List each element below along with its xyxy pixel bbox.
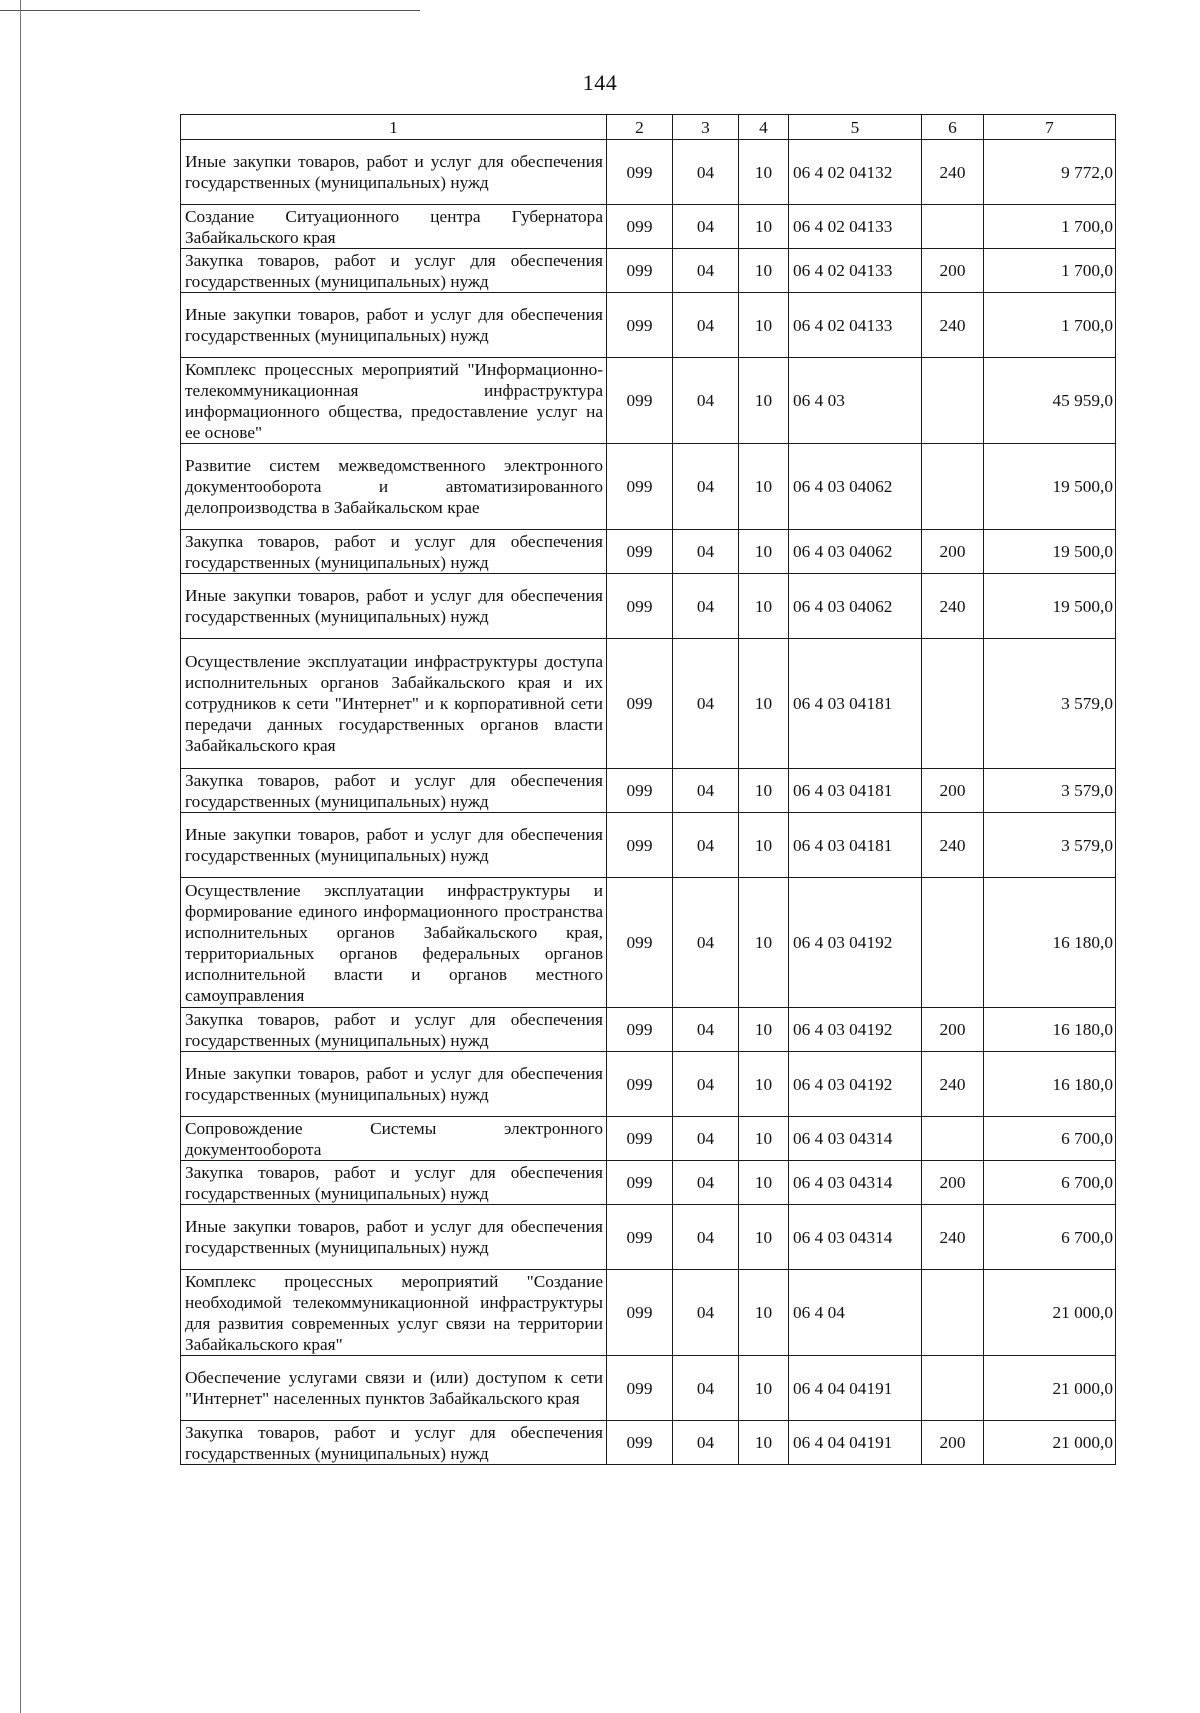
row-description: Закупка товаров, работ и услуг для обеспечения государственных (муниципальных) нужд (181, 249, 607, 293)
row-amount: 16 180,0 (984, 1052, 1116, 1117)
row-amount: 45 959,0 (984, 358, 1116, 444)
row-description: Закупка товаров, работ и услуг для обеспечения государственных (муниципальных) нужд (181, 530, 607, 574)
row-description: Создание Ситуационного центра Губернатора Забайкальского края (181, 205, 607, 249)
row-expense-type: 200 (922, 530, 984, 574)
row-subsection-code: 10 (739, 574, 789, 639)
row-ministry-code: 099 (607, 140, 673, 205)
row-amount: 1 700,0 (984, 293, 1116, 358)
header-cell-5: 5 (789, 115, 922, 140)
row-ministry-code: 099 (607, 769, 673, 813)
row-description: Иные закупки товаров, работ и услуг для обеспечения государственных (муниципальных) нужд (181, 140, 607, 205)
row-expense-type: 200 (922, 1421, 984, 1465)
row-ministry-code: 099 (607, 1421, 673, 1465)
table-row (181, 1205, 1116, 1270)
table-row (181, 574, 1116, 639)
row-ministry-code: 099 (607, 249, 673, 293)
header-cell-7: 7 (984, 115, 1116, 140)
row-ministry-code: 099 (607, 1270, 673, 1356)
table-row (181, 205, 1116, 249)
row-section-code: 04 (673, 530, 739, 574)
row-target-article: 06 4 02 04133 (789, 205, 922, 249)
row-section-code: 04 (673, 358, 739, 444)
row-section-code: 04 (673, 1052, 739, 1117)
row-ministry-code: 099 (607, 1117, 673, 1161)
row-description: Иные закупки товаров, работ и услуг для обеспечения государственных (муниципальных) нужд (181, 813, 607, 878)
row-target-article: 06 4 04 04191 (789, 1356, 922, 1421)
row-section-code: 04 (673, 1117, 739, 1161)
row-ministry-code: 099 (607, 813, 673, 878)
table-row (181, 1117, 1116, 1161)
row-expense-type: 200 (922, 1161, 984, 1205)
row-target-article: 06 4 03 04192 (789, 1008, 922, 1052)
row-description: Комплекс процессных мероприятий "Информационно-телекоммуникационная инфраструктура информационного общества, предоставление услуг на ее основе" (181, 358, 607, 444)
header-row (181, 115, 1116, 140)
table-row (181, 1161, 1116, 1205)
row-target-article: 06 4 03 04181 (789, 639, 922, 769)
header-cell-1: 1 (181, 115, 607, 140)
row-ministry-code: 099 (607, 1205, 673, 1270)
row-amount: 3 579,0 (984, 639, 1116, 769)
row-description: Сопровождение Системы электронного документооборота (181, 1117, 607, 1161)
row-expense-type: 240 (922, 1052, 984, 1117)
table-row (181, 249, 1116, 293)
row-subsection-code: 10 (739, 1205, 789, 1270)
row-expense-type: 240 (922, 140, 984, 205)
row-subsection-code: 10 (739, 1052, 789, 1117)
row-subsection-code: 10 (739, 444, 789, 530)
scan-edge-line (0, 10, 420, 11)
row-subsection-code: 10 (739, 249, 789, 293)
row-target-article: 06 4 04 04191 (789, 1421, 922, 1465)
row-target-article: 06 4 04 (789, 1270, 922, 1356)
row-expense-type (922, 878, 984, 1008)
row-target-article: 06 4 03 04314 (789, 1117, 922, 1161)
row-ministry-code: 099 (607, 1052, 673, 1117)
row-target-article: 06 4 03 04192 (789, 1052, 922, 1117)
row-section-code: 04 (673, 444, 739, 530)
row-target-article: 06 4 03 04314 (789, 1161, 922, 1205)
row-expense-type (922, 205, 984, 249)
row-subsection-code: 10 (739, 1270, 789, 1356)
row-description: Комплекс процессных мероприятий "Создание необходимой телекоммуникационной инфраструктуры для развития современных услуг связи на территории Забайкальского края" (181, 1270, 607, 1356)
row-amount: 21 000,0 (984, 1356, 1116, 1421)
row-expense-type (922, 358, 984, 444)
row-expense-type (922, 1117, 984, 1161)
row-subsection-code: 10 (739, 1356, 789, 1421)
row-section-code: 04 (673, 205, 739, 249)
row-description: Обеспечение услугами связи и (или) доступом к сети "Интернет" населенных пунктов Забайкальского края (181, 1356, 607, 1421)
budget-table (180, 114, 1116, 1465)
row-expense-type: 240 (922, 1205, 984, 1270)
row-description: Иные закупки товаров, работ и услуг для обеспечения государственных (муниципальных) нужд (181, 1052, 607, 1117)
table-row (181, 140, 1116, 205)
row-description: Осуществление эксплуатации инфраструктуры и формирование единого информационного пространства исполнительных органов Забайкальского края, территориальных органов федеральных органов исполнительной власти и органов местного самоуправления (181, 878, 607, 1008)
row-section-code: 04 (673, 1270, 739, 1356)
row-section-code: 04 (673, 639, 739, 769)
row-amount: 16 180,0 (984, 878, 1116, 1008)
row-subsection-code: 10 (739, 639, 789, 769)
row-target-article: 06 4 02 04133 (789, 249, 922, 293)
row-amount: 6 700,0 (984, 1205, 1116, 1270)
table-row (181, 530, 1116, 574)
row-section-code: 04 (673, 293, 739, 358)
row-subsection-code: 10 (739, 769, 789, 813)
row-subsection-code: 10 (739, 1117, 789, 1161)
row-ministry-code: 099 (607, 1356, 673, 1421)
row-expense-type: 240 (922, 293, 984, 358)
row-description: Закупка товаров, работ и услуг для обеспечения государственных (муниципальных) нужд (181, 1421, 607, 1465)
table-row (181, 1356, 1116, 1421)
row-section-code: 04 (673, 249, 739, 293)
header-cell-2: 2 (607, 115, 673, 140)
row-section-code: 04 (673, 878, 739, 1008)
row-expense-type: 200 (922, 1008, 984, 1052)
row-description: Развитие систем межведомственного электронного документооборота и автоматизированного делопроизводства в Забайкальском крае (181, 444, 607, 530)
row-description: Закупка товаров, работ и услуг для обеспечения государственных (муниципальных) нужд (181, 769, 607, 813)
row-subsection-code: 10 (739, 1421, 789, 1465)
header-cell-6: 6 (922, 115, 984, 140)
row-ministry-code: 099 (607, 639, 673, 769)
row-subsection-code: 10 (739, 358, 789, 444)
row-ministry-code: 099 (607, 444, 673, 530)
row-section-code: 04 (673, 813, 739, 878)
row-section-code: 04 (673, 1161, 739, 1205)
row-description: Иные закупки товаров, работ и услуг для обеспечения государственных (муниципальных) нужд (181, 574, 607, 639)
table-row (181, 878, 1116, 1008)
row-target-article: 06 4 03 04062 (789, 574, 922, 639)
row-expense-type: 240 (922, 574, 984, 639)
table-row (181, 293, 1116, 358)
row-ministry-code: 099 (607, 293, 673, 358)
row-subsection-code: 10 (739, 205, 789, 249)
row-subsection-code: 10 (739, 1008, 789, 1052)
row-target-article: 06 4 03 04181 (789, 813, 922, 878)
row-ministry-code: 099 (607, 530, 673, 574)
row-expense-type: 200 (922, 769, 984, 813)
table-row (181, 769, 1116, 813)
row-ministry-code: 099 (607, 574, 673, 639)
row-amount: 1 700,0 (984, 205, 1116, 249)
row-subsection-code: 10 (739, 140, 789, 205)
row-amount: 3 579,0 (984, 813, 1116, 878)
scan-margin-line (20, 0, 21, 1713)
row-expense-type (922, 1356, 984, 1421)
row-subsection-code: 10 (739, 813, 789, 878)
row-ministry-code: 099 (607, 1008, 673, 1052)
row-ministry-code: 099 (607, 1161, 673, 1205)
table-row (181, 1270, 1116, 1356)
page-number: 144 (582, 70, 618, 95)
row-amount: 1 700,0 (984, 249, 1116, 293)
row-expense-type (922, 639, 984, 769)
row-ministry-code: 099 (607, 358, 673, 444)
table-row (181, 358, 1116, 444)
row-target-article: 06 4 03 04062 (789, 530, 922, 574)
row-section-code: 04 (673, 769, 739, 813)
row-description: Осуществление эксплуатации инфраструктуры доступа исполнительных органов Забайкальского края и их сотрудников к сети "Интернет" и к корпоративной сети передачи данных государственных органов власти Забайкальского края (181, 639, 607, 769)
table-row (181, 639, 1116, 769)
row-description: Иные закупки товаров, работ и услуг для обеспечения государственных (муниципальных) нужд (181, 1205, 607, 1270)
header-cell-4: 4 (739, 115, 789, 140)
row-subsection-code: 10 (739, 878, 789, 1008)
row-expense-type (922, 1270, 984, 1356)
table-row (181, 444, 1116, 530)
row-section-code: 04 (673, 1205, 739, 1270)
row-description: Иные закупки товаров, работ и услуг для обеспечения государственных (муниципальных) нужд (181, 293, 607, 358)
row-section-code: 04 (673, 1421, 739, 1465)
row-expense-type (922, 444, 984, 530)
row-target-article: 06 4 03 (789, 358, 922, 444)
row-ministry-code: 099 (607, 878, 673, 1008)
row-amount: 21 000,0 (984, 1270, 1116, 1356)
row-amount: 9 772,0 (984, 140, 1116, 205)
row-target-article: 06 4 03 04062 (789, 444, 922, 530)
table-row (181, 1008, 1116, 1052)
row-amount: 16 180,0 (984, 1008, 1116, 1052)
row-target-article: 06 4 02 04132 (789, 140, 922, 205)
row-amount: 21 000,0 (984, 1421, 1116, 1465)
row-description: Закупка товаров, работ и услуг для обеспечения государственных (муниципальных) нужд (181, 1008, 607, 1052)
table-row (181, 813, 1116, 878)
header-cell-3: 3 (673, 115, 739, 140)
row-section-code: 04 (673, 1008, 739, 1052)
row-subsection-code: 10 (739, 530, 789, 574)
row-section-code: 04 (673, 140, 739, 205)
row-amount: 3 579,0 (984, 769, 1116, 813)
row-target-article: 06 4 03 04181 (789, 769, 922, 813)
row-target-article: 06 4 03 04192 (789, 878, 922, 1008)
row-section-code: 04 (673, 574, 739, 639)
row-subsection-code: 10 (739, 293, 789, 358)
table-row (181, 1052, 1116, 1117)
row-amount: 19 500,0 (984, 574, 1116, 639)
row-amount: 6 700,0 (984, 1161, 1116, 1205)
row-section-code: 04 (673, 1356, 739, 1421)
row-expense-type: 200 (922, 249, 984, 293)
table-body (181, 140, 1116, 1465)
table-row (181, 1421, 1116, 1465)
row-target-article: 06 4 03 04314 (789, 1205, 922, 1270)
row-target-article: 06 4 02 04133 (789, 293, 922, 358)
row-subsection-code: 10 (739, 1161, 789, 1205)
row-description: Закупка товаров, работ и услуг для обеспечения государственных (муниципальных) нужд (181, 1161, 607, 1205)
row-ministry-code: 099 (607, 205, 673, 249)
row-amount: 19 500,0 (984, 530, 1116, 574)
row-expense-type: 240 (922, 813, 984, 878)
row-amount: 6 700,0 (984, 1117, 1116, 1161)
row-amount: 19 500,0 (984, 444, 1116, 530)
